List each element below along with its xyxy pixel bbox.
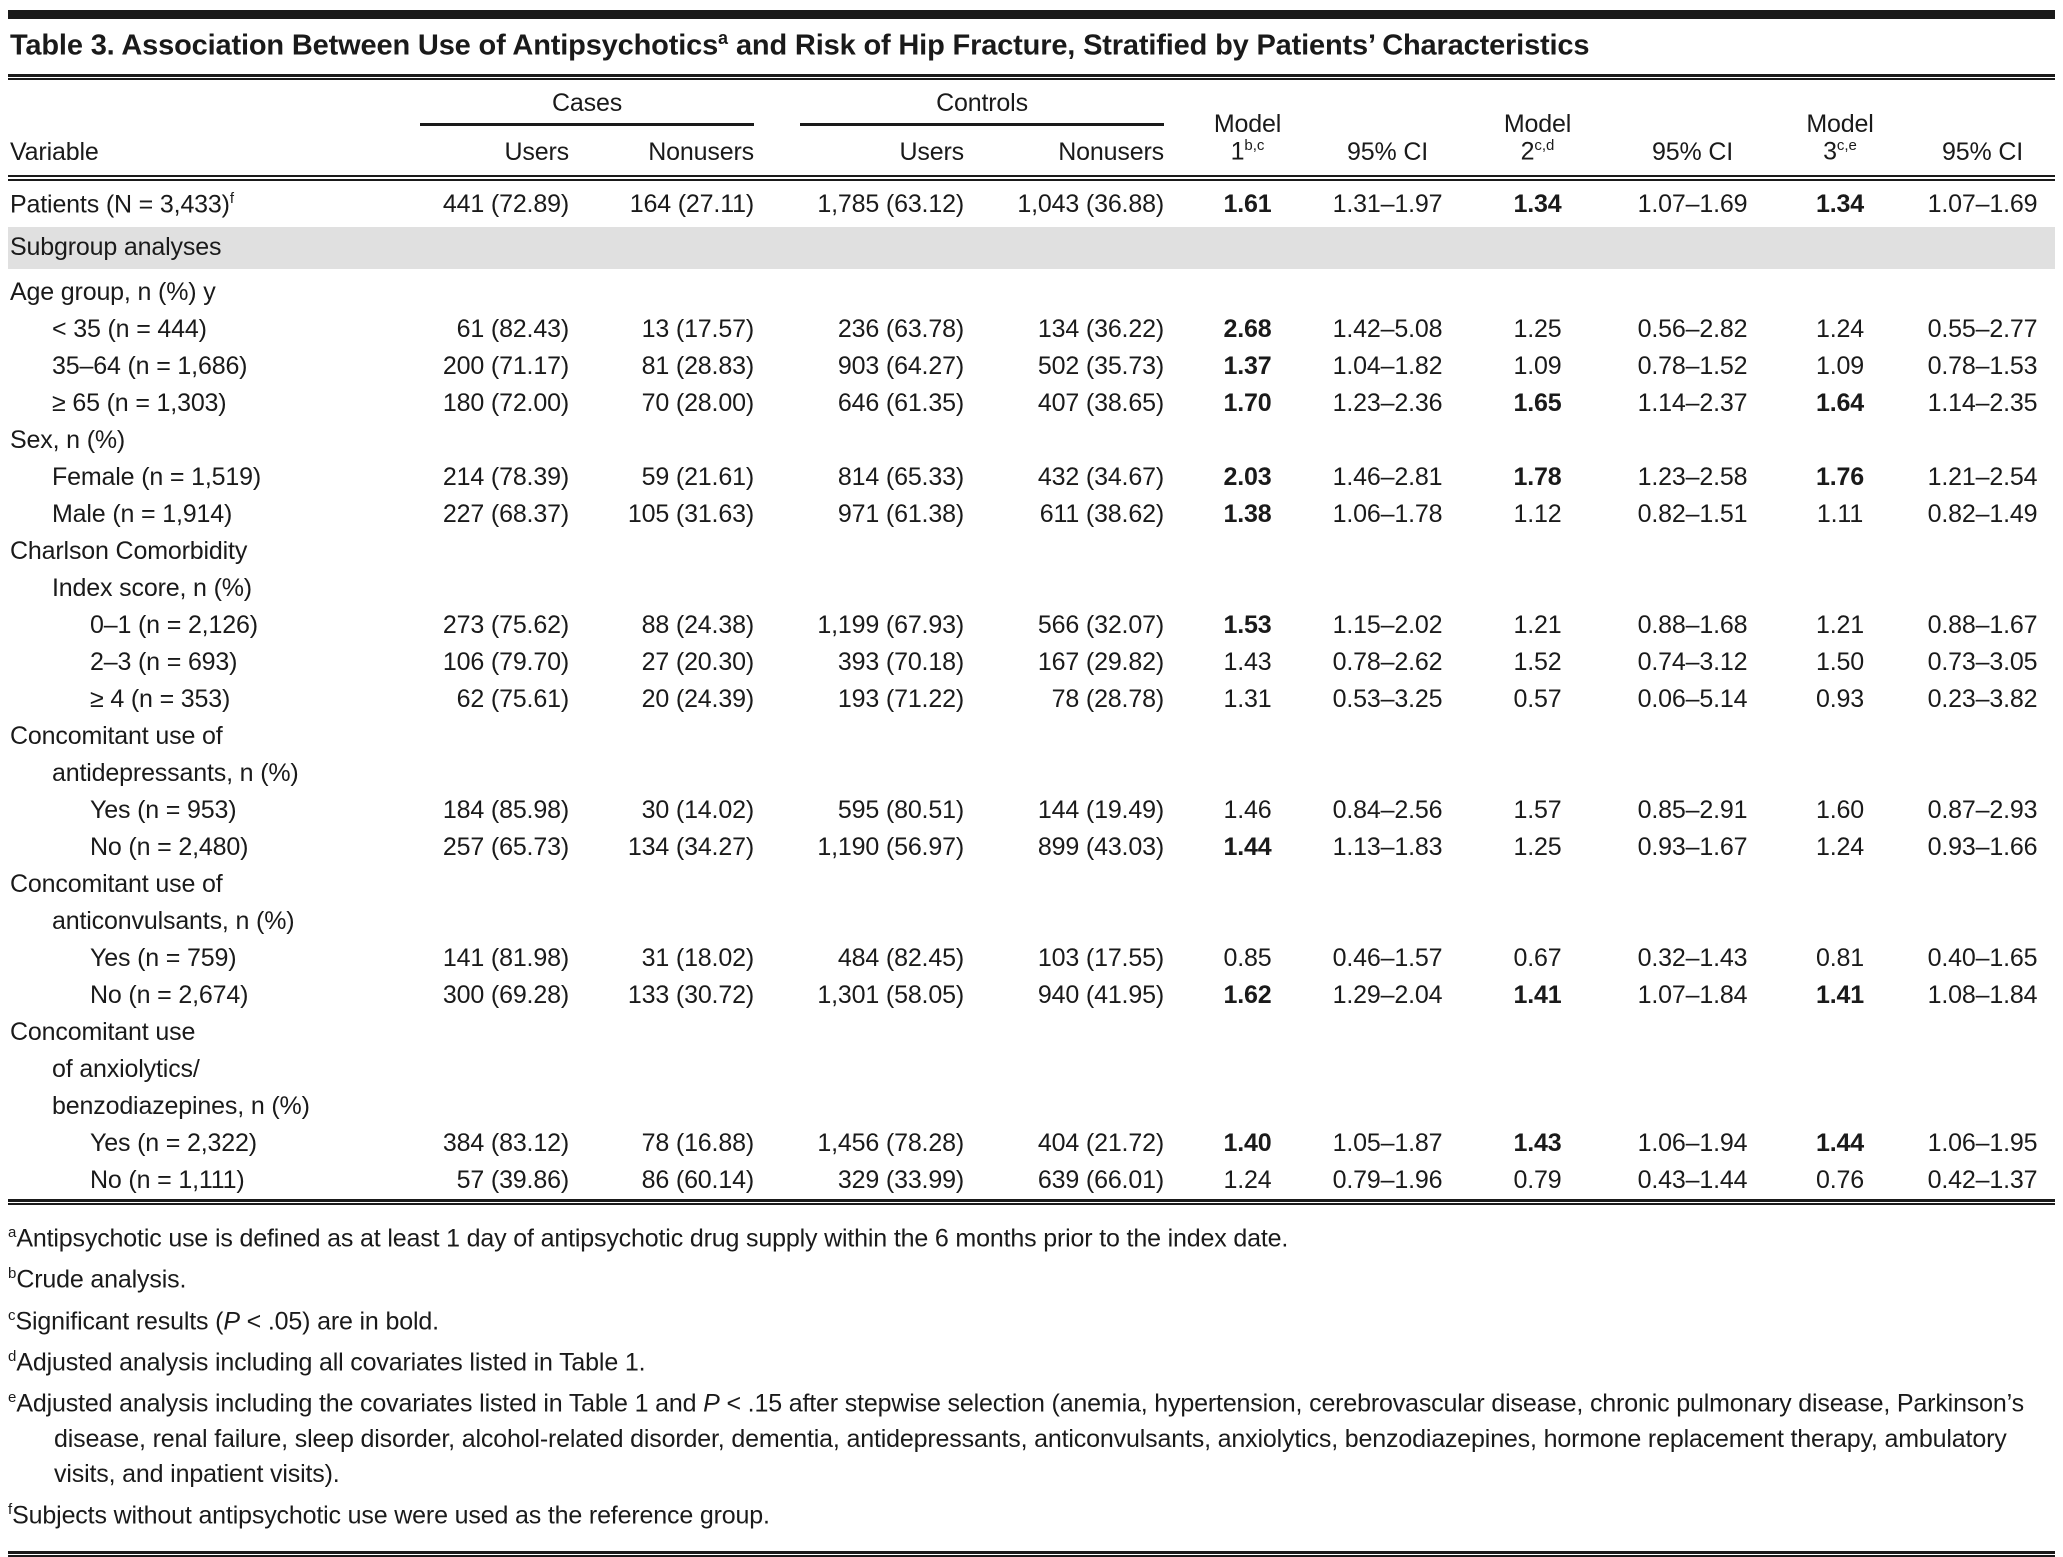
footnote-marker: c: [8, 1306, 16, 1324]
table-row: [8, 459, 2055, 496]
ci-cell: 1.14–2.35: [1927, 388, 2038, 417]
header-cases-label: Cases: [420, 90, 754, 126]
count-cell: 106 (79.70): [442, 647, 569, 676]
count-cell: 407 (38.65): [1037, 388, 1164, 417]
odds-ratio-cell: 1.41: [1815, 980, 1865, 1009]
count-cell: 13 (17.57): [641, 314, 754, 343]
count-cell: 144 (19.49): [1037, 795, 1164, 824]
odds-ratio-cell: 1.24: [1223, 1165, 1272, 1194]
row-label: [8, 755, 2055, 792]
count-cell: 88 (24.38): [641, 610, 754, 639]
row-label-text: Female (n = 1,519): [52, 462, 262, 491]
odds-ratio-cell: 2.03: [1223, 462, 1272, 491]
footnotes: [8, 1211, 2055, 1543]
count-cell: 57 (39.86): [456, 1165, 569, 1194]
ci-cell: 0.78–2.62: [1332, 647, 1443, 676]
ci-cell: 0.55–2.77: [1927, 314, 2038, 343]
odds-ratio-cell: 0.81: [1815, 943, 1865, 972]
count-cell: 62 (75.61): [456, 684, 569, 713]
ci-cell: 0.93–1.66: [1927, 832, 2038, 861]
odds-ratio-cell: 1.52: [1513, 647, 1562, 676]
row-label-text: Concomitant use: [10, 1017, 196, 1046]
row-label: [8, 570, 2055, 607]
odds-ratio-cell: 1.65: [1513, 388, 1562, 417]
count-cell: 1,785 (63.12): [817, 189, 964, 218]
ci-cell: 0.84–2.56: [1332, 795, 1443, 824]
odds-ratio-cell: 1.21: [1513, 610, 1562, 639]
row-label-text: ≥ 4 (n = 353): [90, 684, 231, 713]
header-model-1-num: 1$^{b,c}$: [1230, 137, 1265, 166]
odds-ratio-cell: 1.40: [1223, 1128, 1272, 1157]
group-label-row: [8, 866, 2055, 903]
count-cell: 899 (43.03): [1037, 832, 1164, 861]
row-label: [8, 272, 2055, 312]
count-cell: 164 (27.11): [629, 189, 754, 218]
header-controls-nonusers: Nonusers: [980, 131, 1180, 179]
footnote-marker: a: [8, 1224, 17, 1241]
ci-cell: 1.15–2.02: [1332, 610, 1443, 639]
table-row: [8, 792, 2055, 829]
row-label-text: Male (n = 1,914): [52, 499, 233, 528]
header-ci-2: 95% CI: [1615, 80, 1770, 178]
subgroup-band-label: Subgroup analyses: [8, 225, 2055, 272]
count-cell: 31 (18.02): [641, 943, 754, 972]
row-label: [8, 496, 390, 533]
header-model-2-num: 2$^{c,d}$: [1520, 137, 1555, 166]
odds-ratio-cell: 0.93: [1815, 684, 1865, 713]
odds-ratio-cell: 1.34: [1815, 189, 1865, 218]
count-cell: 940 (41.95): [1037, 980, 1164, 1009]
table-row: [8, 1125, 2055, 1162]
odds-ratio-cell: 0.67: [1513, 943, 1562, 972]
count-cell: 193 (71.22): [837, 684, 964, 713]
row-label-text: Yes (n = 2,322): [90, 1128, 257, 1157]
ci-cell: 1.07–1.84: [1637, 980, 1748, 1009]
odds-ratio-cell: 2.68: [1223, 314, 1272, 343]
count-cell: 27 (20.30): [641, 647, 754, 676]
row-label-text: No (n = 1,111): [90, 1165, 245, 1194]
count-cell: 441 (72.89): [442, 189, 569, 218]
count-cell: 393 (70.18): [837, 647, 964, 676]
odds-ratio-cell: 1.12: [1513, 499, 1562, 528]
odds-ratio-cell: 1.78: [1513, 462, 1562, 491]
header-controls-group: [770, 80, 1180, 131]
odds-ratio-cell: 1.76: [1815, 462, 1865, 491]
odds-ratio-cell: 1.09: [1513, 351, 1562, 380]
count-cell: 1,190 (56.97): [817, 832, 964, 861]
odds-ratio-cell: 1.46: [1223, 795, 1272, 824]
count-cell: 329 (33.99): [837, 1165, 964, 1194]
count-cell: 184 (85.98): [442, 795, 569, 824]
ci-cell: 1.42–5.08: [1332, 314, 1443, 343]
row-label: [8, 1162, 390, 1199]
table-row: [8, 940, 2055, 977]
ci-cell: 1.13–1.83: [1332, 832, 1443, 861]
page-bottom-rule: [8, 1551, 2055, 1557]
row-label-text: Yes (n = 759): [90, 943, 237, 972]
ci-cell: 1.04–1.82: [1332, 351, 1443, 380]
table-row: [8, 178, 2055, 225]
row-label: [8, 644, 390, 681]
ci-cell: 1.07–1.69: [1637, 189, 1748, 218]
table-row: [8, 681, 2055, 718]
group-label-row: [8, 903, 2055, 940]
footnote-text: Adjusted analysis including all covariates listed in Table 1.: [16, 1348, 646, 1377]
count-cell: 134 (36.22): [1037, 314, 1164, 343]
footnote-text: Adjusted analysis including the covariates listed in Table 1 and P < .15 after stepwise selection (anemia, hypertension, cerebrovascular disease, chronic pulmonary disease, Parkinson’s disease, renal failure, sleep disorder, alcohol-related disorder, dementia, antidepressants, anticonvulsants, anxiolytics, benzodiazepines, hormone replacement therapy, ambulatory visits, and inpatient visits).: [16, 1389, 2024, 1488]
ci-cell: 0.85–2.91: [1637, 795, 1748, 824]
count-cell: 595 (80.51): [837, 795, 964, 824]
ci-cell: 0.53–3.25: [1332, 684, 1443, 713]
count-cell: 257 (65.73): [442, 832, 569, 861]
odds-ratio-cell: 1.50: [1815, 647, 1865, 676]
count-cell: 611 (38.62): [1039, 499, 1164, 528]
count-cell: 1,043 (36.88): [1017, 189, 1164, 218]
ci-cell: 1.06–1.78: [1332, 499, 1443, 528]
count-cell: 384 (83.12): [442, 1128, 569, 1157]
row-label: [8, 311, 390, 348]
header-ci-1: 95% CI: [1315, 80, 1460, 178]
footnote: [8, 1492, 2055, 1533]
row-label: [8, 792, 390, 829]
count-cell: 404 (21.72): [1037, 1128, 1164, 1157]
header-cases-nonusers: Nonusers: [585, 131, 770, 179]
header-model-1-footnotes: b,c: [1244, 137, 1265, 155]
row-label-text: benzodiazepines, n (%): [52, 1091, 310, 1120]
row-label-text: 2–3 (n = 693): [90, 647, 238, 676]
footnote-text: Significant results (P < .05) are in bold.: [15, 1306, 439, 1335]
odds-ratio-cell: 1.09: [1815, 351, 1865, 380]
odds-ratio-cell: 1.25: [1513, 314, 1562, 343]
group-label-row: [8, 422, 2055, 459]
ci-cell: 0.56–2.82: [1637, 314, 1748, 343]
group-label-row: [8, 1088, 2055, 1125]
footnote: [8, 1298, 2055, 1339]
odds-ratio-cell: 0.85: [1223, 943, 1272, 972]
odds-ratio-cell: 1.34: [1513, 189, 1562, 218]
subgroup-band-row: [8, 225, 2055, 272]
footnote: [8, 1215, 2055, 1256]
footnote-text: Subjects without antipsychotic use were used as the reference group.: [12, 1500, 770, 1529]
count-cell: 180 (72.00): [442, 388, 569, 417]
ci-cell: 1.05–1.87: [1332, 1128, 1443, 1157]
count-cell: 566 (32.07): [1037, 610, 1164, 639]
header-model-2-word: Model: [1503, 109, 1572, 138]
title-footnote-marker: a: [718, 28, 729, 48]
row-label-text: Yes (n = 953): [90, 795, 237, 824]
odds-ratio-cell: 0.57: [1513, 684, 1562, 713]
count-cell: 134 (34.27): [627, 832, 754, 861]
header-cases-group: [390, 80, 770, 131]
footnote-marker: f: [8, 1500, 13, 1518]
table-row: [8, 1162, 2055, 1199]
header-ci-3: 95% CI: [1910, 80, 2055, 178]
table-row: [8, 496, 2055, 533]
table-body: [8, 178, 2055, 1199]
footnote-marker: e: [8, 1389, 17, 1407]
odds-ratio-cell: 1.60: [1815, 795, 1865, 824]
odds-ratio-cell: 1.21: [1815, 610, 1865, 639]
row-label: [8, 607, 390, 644]
ci-cell: 0.82–1.51: [1637, 499, 1748, 528]
odds-ratio-cell: 1.44: [1815, 1128, 1865, 1157]
count-cell: 502 (35.73): [1037, 351, 1164, 380]
odds-ratio-cell: 1.43: [1223, 647, 1272, 676]
count-cell: 432 (34.67): [1037, 462, 1164, 491]
row-label-text: Sex, n (%): [10, 425, 126, 454]
row-label-text: Concomitant use of: [10, 869, 223, 898]
group-label-row: [8, 1014, 2055, 1051]
count-cell: 814 (65.33): [837, 462, 964, 491]
count-cell: 78 (16.88): [641, 1128, 754, 1157]
table-row: [8, 385, 2055, 422]
ci-cell: 1.23–2.58: [1637, 462, 1748, 491]
row-label: [8, 829, 390, 866]
row-label-text: of anxiolytics/: [52, 1054, 200, 1083]
count-cell: 61 (82.43): [456, 314, 569, 343]
header-model-2-footnotes: c,d: [1534, 137, 1555, 155]
row-label: [8, 1125, 390, 1162]
count-cell: 1,301 (58.05): [817, 980, 964, 1009]
table-row: [8, 607, 2055, 644]
ci-cell: 0.88–1.68: [1637, 610, 1748, 639]
ci-cell: 0.93–1.67: [1637, 832, 1748, 861]
row-label-text: 35–64 (n = 1,686): [52, 351, 248, 380]
row-label: [8, 422, 2055, 459]
ci-cell: 0.40–1.65: [1927, 943, 2038, 972]
row-label: [8, 1088, 2055, 1125]
row-label: [8, 1014, 2055, 1051]
ci-cell: 1.06–1.95: [1927, 1128, 2038, 1157]
table-row: [8, 977, 2055, 1014]
odds-ratio-cell: 1.38: [1223, 499, 1272, 528]
odds-ratio-cell: 1.61: [1223, 189, 1272, 218]
header-controls-label: Controls: [800, 90, 1164, 126]
row-label-text: anticonvulsants, n (%): [52, 906, 295, 935]
ci-cell: 0.73–3.05: [1927, 647, 2038, 676]
odds-ratio-cell: 1.70: [1223, 388, 1272, 417]
header-controls-users: Users: [770, 131, 980, 179]
ci-cell: 0.23–3.82: [1927, 684, 2038, 713]
odds-ratio-cell: 1.62: [1223, 980, 1272, 1009]
header-model-3: [1770, 80, 1910, 178]
header-model-3-footnotes: c,e: [1836, 137, 1857, 155]
ci-cell: 0.32–1.43: [1637, 943, 1748, 972]
count-cell: 646 (61.35): [837, 388, 964, 417]
ci-cell: 1.07–1.69: [1927, 189, 2038, 218]
odds-ratio-cell: 1.11: [1816, 499, 1864, 528]
header-variable: Variable: [8, 80, 390, 178]
odds-ratio-cell: 1.37: [1223, 351, 1272, 380]
count-cell: 300 (69.28): [442, 980, 569, 1009]
ci-cell: 0.42–1.37: [1927, 1165, 2038, 1194]
row-label-text: Patients (N = 3,433): [10, 189, 230, 218]
row-label: [8, 533, 2055, 570]
row-label-text: No (n = 2,480): [90, 832, 249, 861]
ci-cell: 0.06–5.14: [1637, 684, 1748, 713]
table-row: [8, 311, 2055, 348]
table-row: [8, 348, 2055, 385]
group-label-row: [8, 755, 2055, 792]
ci-cell: 0.88–1.67: [1927, 610, 2038, 639]
header-spanner-row: [8, 80, 2055, 131]
count-cell: 86 (60.14): [641, 1165, 754, 1194]
group-label-row: [8, 272, 2055, 312]
header-model-1-word: Model: [1213, 109, 1282, 138]
count-cell: 105 (31.63): [627, 499, 754, 528]
header-model-3-num: 3$^{c,e}$: [1823, 137, 1857, 166]
odds-ratio-cell: 1.57: [1513, 795, 1562, 824]
footnote: [8, 1339, 2055, 1380]
ci-cell: 1.23–2.36: [1332, 388, 1443, 417]
count-cell: 227 (68.37): [442, 499, 569, 528]
table-title-text: Table 3. Association Between Use of Antipsychotics: [10, 29, 719, 62]
footnote: [8, 1380, 2055, 1491]
ci-cell: 0.46–1.57: [1332, 943, 1443, 972]
ci-cell: 1.46–2.81: [1332, 462, 1443, 491]
ci-cell: 0.74–3.12: [1637, 647, 1748, 676]
footnote-text: Crude analysis.: [16, 1265, 187, 1294]
row-label-text: antidepressants, n (%): [52, 758, 299, 787]
count-cell: 59 (21.61): [641, 462, 754, 491]
row-label-text: 0–1 (n = 2,126): [90, 610, 258, 639]
count-cell: 639 (66.01): [1037, 1165, 1164, 1194]
row-label: [8, 866, 2055, 903]
results-table: [8, 80, 2055, 1199]
ci-cell: 1.08–1.84: [1927, 980, 2038, 1009]
header-model-3-word: Model: [1806, 109, 1874, 138]
count-cell: 20 (24.39): [641, 684, 754, 713]
count-cell: 103 (17.55): [1037, 943, 1164, 972]
row-footnote-marker: f: [229, 189, 235, 207]
ci-cell: 1.21–2.54: [1927, 462, 2038, 491]
ci-cell: 0.78–1.53: [1927, 351, 2038, 380]
group-label-row: [8, 718, 2055, 755]
ci-cell: 0.78–1.52: [1637, 351, 1748, 380]
odds-ratio-cell: 1.24: [1815, 314, 1865, 343]
count-cell: 273 (75.62): [442, 610, 569, 639]
count-cell: 81 (28.83): [641, 351, 754, 380]
odds-ratio-cell: 1.24: [1815, 832, 1865, 861]
row-label: [8, 681, 390, 718]
count-cell: 1,456 (78.28): [817, 1128, 964, 1157]
count-cell: 903 (64.27): [837, 351, 964, 380]
footnote-marker: b: [8, 1265, 17, 1283]
footnote-text: Antipsychotic use is defined as at least 1 day of antipsychotic drug supply within the 6 months prior to the index date.: [16, 1224, 1289, 1253]
row-label-text: Index score, n (%): [52, 573, 252, 602]
count-cell: 133 (30.72): [627, 980, 754, 1009]
count-cell: 236 (63.78): [837, 314, 964, 343]
odds-ratio-cell: 1.44: [1223, 832, 1272, 861]
row-label: [8, 940, 390, 977]
row-label: [8, 977, 390, 1014]
group-label-row: [8, 533, 2055, 570]
header-model-2: [1460, 80, 1615, 178]
count-cell: 167 (29.82): [1037, 647, 1164, 676]
table-row: [8, 644, 2055, 681]
row-label: [8, 348, 390, 385]
table-row: [8, 829, 2055, 866]
table-title: [8, 19, 2055, 74]
group-label-row: [8, 1051, 2055, 1088]
odds-ratio-cell: 1.53: [1223, 610, 1272, 639]
odds-ratio-cell: 1.41: [1513, 980, 1562, 1009]
header-cases-users: Users: [390, 131, 585, 179]
ci-cell: 1.29–2.04: [1332, 980, 1443, 1009]
row-label-text: < 35 (n = 444): [52, 314, 207, 343]
header-model-1: [1180, 80, 1315, 178]
row-label: [8, 903, 2055, 940]
ci-cell: 0.43–1.44: [1637, 1165, 1748, 1194]
count-cell: 70 (28.00): [641, 388, 754, 417]
table-title-suffix: and Risk of Hip Fracture, Stratified by Patients’ Characteristics: [728, 29, 1590, 62]
count-cell: 214 (78.39): [442, 462, 569, 491]
row-label-text: ≥ 65 (n = 1,303): [52, 388, 227, 417]
count-cell: 484 (82.45): [837, 943, 964, 972]
ci-cell: 0.82–1.49: [1927, 499, 2038, 528]
top-rule: [8, 10, 2055, 19]
row-label-text: Concomitant use of: [10, 721, 223, 750]
group-label-row: [8, 570, 2055, 607]
ci-cell: 1.06–1.94: [1637, 1128, 1748, 1157]
count-cell: 1,199 (67.93): [817, 610, 964, 639]
ci-cell: 0.79–1.96: [1332, 1165, 1443, 1194]
row-label-text: No (n = 2,674): [90, 980, 249, 1009]
ci-cell: 1.31–1.97: [1332, 189, 1443, 218]
ci-cell: 0.87–2.93: [1927, 795, 2038, 824]
row-label: [8, 385, 390, 422]
footnote-marker: d: [8, 1347, 17, 1365]
row-label-text: Age group, n (%) y: [10, 277, 216, 306]
row-label: [8, 459, 390, 496]
odds-ratio-cell: 1.64: [1815, 388, 1865, 417]
row-label: [8, 1051, 2055, 1088]
row-label: [8, 178, 390, 225]
odds-ratio-cell: 0.79: [1513, 1165, 1562, 1194]
count-cell: 971 (61.38): [837, 499, 964, 528]
count-cell: 30 (14.02): [641, 795, 754, 824]
count-cell: 200 (71.17): [442, 351, 569, 380]
count-cell: 141 (81.98): [442, 943, 569, 972]
odds-ratio-cell: 0.76: [1815, 1165, 1865, 1194]
paper-table-page: [8, 0, 2055, 1557]
odds-ratio-cell: 1.43: [1513, 1128, 1562, 1157]
odds-ratio-cell: 1.25: [1513, 832, 1562, 861]
table-header: [8, 80, 2055, 178]
count-cell: 78 (28.78): [1051, 684, 1164, 713]
table-bottom-rule: [8, 1199, 2055, 1205]
row-label: [8, 718, 2055, 755]
ci-cell: 1.14–2.37: [1637, 388, 1748, 417]
row-label-text: Charlson Comorbidity: [10, 536, 248, 565]
footnote: [8, 1256, 2055, 1297]
odds-ratio-cell: 1.31: [1223, 684, 1272, 713]
